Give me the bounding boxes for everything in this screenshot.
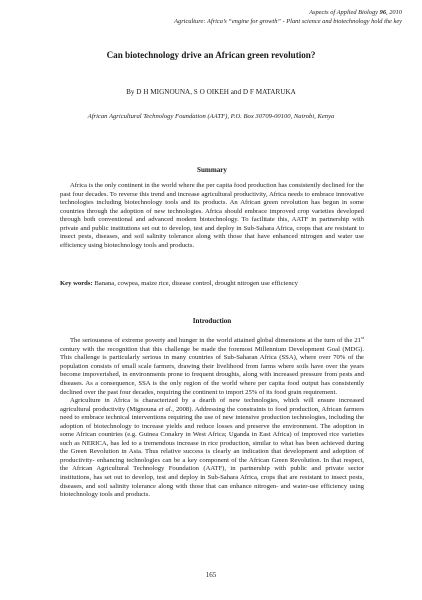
intro-paragraph-1: The seriousness of extreme poverty and hunger in the world attained global dimensions at the turn of the 21st century with the recognition that this challenge be made the foremost Millennium Development Goal (MDG). This challenge is particularly serious in many countries of Sub-Saharan Africa (SSA), where over 70% of the population consists of small scale farmers, drawing their livelihood from farms where soils have over the years become impoverished, in environments prone to frequent droughts, along with increased pressure from pests and diseases. As a consequence, SSA is the only region of the world where per capita food output has consistently declined over the past four decades, requiring the continent to import 25% of its food grain requirement.	[60, 335, 364, 396]
introduction-section	[60, 317, 364, 500]
paper-title: Can biotechnology drive an African green revolution?	[106, 50, 316, 60]
series-title: Agriculture: Africa’s “engine for growth” - Plant science and biotechnology hold the key	[174, 17, 402, 25]
keywords-section	[60, 280, 364, 289]
journal-volume: 96	[379, 9, 387, 16]
introduction-heading: Introduction	[192, 317, 232, 325]
intro-paragraph-2: Agriculture in Africa is characterized by a dearth of new technologies, which will ensure increased agricultural productivity (Mignouna et al., 2008). Addressing the constraints to food production, African farmers need to embrace technical interventions requiring the use of new intensive production technologies, including the adoption of biotechnology to increase yields and reduce losses and preserve the environment. The adoption in some African countries (e.g. Guinea Conakry in West Africa; Uganda in East Africa) of improved rice varieties such as NERICA, has led to a tremendous increase in rice production, similar to what has been achieved during the Green Revolution in Asia. Thus relative success is clearly an indication that development and adoption of productivity- enhancing technologies can be a key component of the African Green Revolution. In that respect, the African Agricultural Technology Foundation (AATF), in partnership with public and private sector institutions, has set out to develop, test and deploy in Sub-Sahara Africa, crops that are resistant to insect pests, diseases, and soil salinity tolerance along with those that can enhance nitrogen- and water-use efficiency using biotechnology tools and products.	[60, 397, 364, 499]
author-list: By D H MIGNOUNA, S O OIKEH and D F MATARUKA	[126, 88, 296, 96]
journal-year: , 2010	[386, 9, 402, 16]
keywords-text: Banana, cowpea, maize rice, disease control, drought nitrogen use efficiency	[94, 280, 298, 287]
summary-section	[60, 166, 364, 250]
summary-text: Africa is the only continent in the world where the per capita food production has consistently declined for the past four decades. To reverse this trend and increase agricultural productivity, Africa needs to embrace innovative technologies including biotechnology tools and its products. An African green revolution has begun in some countries through the adoption of new technologies. Africa should embrace improved crop varieties developed through both conventional and advanced modern biotechnology. To facilitate this, AATF in partnership with private and public institutions set out to develop, test and deploy in Sub-Sahara Africa, crops that are resistant to insect pests, diseases, and soil salinity tolerance along with those that have enhanced nitrogen and water use efficiency using biotechnology tools and products.	[60, 182, 364, 249]
journal-line	[174, 9, 402, 18]
affiliation: African Agricultural Technology Foundation (AATF), P.O. Box 30709-00100, Nairobi, Kenya	[87, 113, 335, 120]
journal-name: Aspects of Applied Biology	[309, 9, 379, 16]
keywords: Key words: Banana, cowpea, maize rice, disease control, drought nitrogen use efficiency	[60, 280, 298, 287]
keywords-label: Key words	[60, 280, 91, 287]
page-number: 165	[205, 571, 217, 579]
summary-heading: Summary	[197, 166, 227, 174]
running-header	[174, 9, 402, 26]
